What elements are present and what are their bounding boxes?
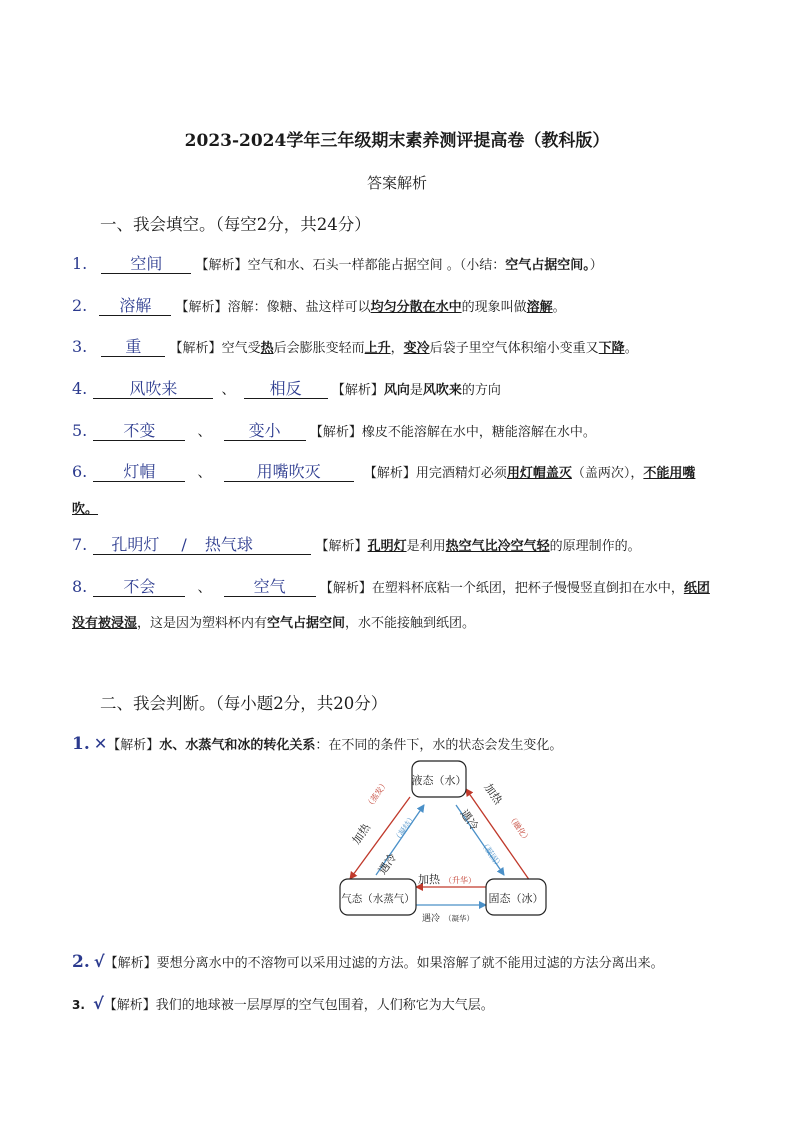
separator: 、 <box>197 424 212 440</box>
answer-blank: 孔明灯 / 热气球 <box>93 536 311 555</box>
section2-heading: 二、我会判断。（每小题2分，共20分） <box>100 694 388 713</box>
item-number: 6. <box>72 462 88 481</box>
analysis-tag: 【解析】 <box>169 341 222 356</box>
condensation-label: （凝结） <box>392 812 418 845</box>
answer-blank: 风吹来 <box>93 380 213 399</box>
answer-blank: 重 <box>101 338 165 357</box>
analysis-bold: 风吹来 <box>422 383 462 398</box>
analysis-text: 。 <box>624 341 638 356</box>
freezing-label: （凝固） <box>478 838 505 871</box>
item-number: 1. <box>72 734 90 754</box>
analysis-underline: 不能用嘴 <box>643 466 696 481</box>
section1-heading: 一、我会填空。（每空2分，共24分） <box>100 215 371 234</box>
analysis-text: 橡皮不能溶解在水中，糖能溶解在水中。 <box>361 425 596 440</box>
answer-blank: 空间 <box>101 255 191 274</box>
analysis-text: 我们的地球被一层厚厚的空气包围着，人们称它为大气层。 <box>155 998 494 1013</box>
fill-item-4 <box>72 379 501 399</box>
item-number: 3. <box>72 337 88 356</box>
deposition-label: （凝华） <box>444 914 474 923</box>
fill-item-1 <box>72 254 603 274</box>
liquid-state-label: 液态（水） <box>411 774 467 787</box>
judge-item-2 <box>72 952 664 972</box>
analysis-underline: 变冷 <box>403 341 430 356</box>
analysis-text: 后会膨胀变轻而 <box>273 341 365 356</box>
analysis-text: （盖两次）， <box>571 466 644 481</box>
analysis-tag: 【解析】 <box>331 383 384 398</box>
fill-item-5 <box>72 421 596 441</box>
analysis-bold: 风向 <box>383 383 410 398</box>
analysis-text: 的现象叫做 <box>461 300 527 315</box>
fill-item-7 <box>72 535 641 555</box>
fill-item-6-continued <box>72 498 98 517</box>
analysis-text: 在塑料杯底粘一个纸团，把杯子慢慢竖直倒扣在水中， <box>371 581 684 596</box>
cross-mark-icon: ✕ <box>93 734 108 753</box>
cool-label-bottom: 遇冷 <box>422 914 441 923</box>
analysis-text: ） <box>589 258 603 273</box>
solid-state-label: 固态（冰） <box>488 892 544 905</box>
analysis-underline: 溶解 <box>526 300 553 315</box>
analysis-text: 要想分离水中的不溶物可以采用过滤的方法。如果溶解了就不能用过滤的方法分离出来。 <box>156 956 664 971</box>
analysis-underline: 孔明灯 <box>367 539 407 554</box>
analysis-tag: 【解析】 <box>103 998 156 1013</box>
analysis-text: ，这是因为塑料杯内有 <box>137 616 268 631</box>
fill-item-3 <box>72 337 638 357</box>
answer-blank: 变小 <box>224 422 306 441</box>
analysis-text: ，水不能接触到纸团。 <box>345 616 476 631</box>
separator: 、 <box>197 580 212 596</box>
analysis-underline: 吹。 <box>72 502 99 517</box>
analysis-underline: 均匀分散在水中 <box>370 300 462 315</box>
analysis-tag: 【解析】 <box>104 956 157 971</box>
heat-label-right: 加热 <box>481 781 505 807</box>
item-number: 8. <box>72 577 88 596</box>
answer-blank: 灯帽 <box>93 463 185 482</box>
item-number: 2. <box>72 952 90 972</box>
answer-blank: 用嘴吹灭 <box>224 463 354 482</box>
analysis-bold: 水、水蒸气和冰的转化关系 <box>159 738 316 753</box>
heat-label-left: 加热 <box>349 821 374 847</box>
analysis-text: 空气和水、石头一样都能占据空间 。（小结： <box>247 258 506 273</box>
analysis-underline: 下降 <box>598 341 625 356</box>
fill-item-6 <box>72 462 695 482</box>
cool-label-left: 遇冷 <box>375 851 400 877</box>
answer-blank: 不会 <box>93 578 185 597</box>
page-subtitle: 答案解析 <box>366 174 427 192</box>
fill-item-2 <box>72 296 566 316</box>
item-number: 2. <box>72 296 88 315</box>
analysis-underline: 没有被浸湿 <box>72 616 138 631</box>
item-number: 7. <box>72 535 88 554</box>
item-number: 3. <box>72 998 85 1012</box>
analysis-underline: 纸团 <box>683 581 710 596</box>
analysis-underline: 热 <box>260 341 274 356</box>
sublimation-label: （升华） <box>444 876 476 885</box>
analysis-text: 用完酒精灯必须 <box>415 466 507 481</box>
answer-blank: 溶解 <box>99 297 171 316</box>
item-number: 4. <box>72 379 88 398</box>
judge-item-3 <box>72 994 494 1013</box>
fill-item-8 <box>72 577 710 597</box>
analysis-text: 是 <box>409 383 423 398</box>
check-mark-icon: √ <box>93 994 104 1013</box>
analysis-tag: 【解析】 <box>107 738 160 753</box>
analysis-bold: 空气占据空间 <box>267 616 346 631</box>
analysis-underline: 上升 <box>364 341 391 356</box>
analysis-text: 。 <box>552 300 566 315</box>
analysis-tag: 【解析】 <box>315 539 368 554</box>
page-title: 2023-2024学年三年级期末素养测评提高卷（教科版） <box>184 131 610 151</box>
answer-blank: 相反 <box>244 380 328 399</box>
analysis-text: 空气受 <box>221 341 261 356</box>
item-number: 1. <box>72 254 88 273</box>
analysis-tag: 【解析】 <box>363 466 416 481</box>
separator: 、 <box>221 382 236 398</box>
analysis-bold: 空气占据空间。 <box>505 258 590 273</box>
fill-item-8-continued <box>72 612 475 631</box>
water-state-diagram <box>336 757 560 923</box>
analysis-text: 的方向 <box>461 383 501 398</box>
judge-item-1 <box>72 734 562 754</box>
melting-label: （融化） <box>506 812 533 845</box>
analysis-text: ：在不同的条件下，水的状态会发生变化。 <box>315 738 563 753</box>
analysis-tag: 【解析】 <box>309 425 362 440</box>
analysis-text: 是利用 <box>406 539 446 554</box>
answer-blank: 空气 <box>224 578 316 597</box>
separator: 、 <box>197 465 212 481</box>
analysis-underline: 热空气比冷空气轻 <box>445 539 550 554</box>
analysis-text: 的原理制作的。 <box>549 539 641 554</box>
analysis-text: 后袋子里空气体积缩小变重又 <box>429 341 599 356</box>
analysis-tag: 【解析】 <box>195 258 248 273</box>
gas-state-label: 气态（水蒸气） <box>341 893 415 905</box>
analysis-tag: 【解析】 <box>175 300 228 315</box>
answer-blank: 不变 <box>93 422 185 441</box>
analysis-text: ， <box>390 341 404 356</box>
heat-label-bottom: 加热 <box>418 873 440 886</box>
item-number: 5. <box>72 421 88 440</box>
analysis-text: 溶解：像糖、盐这样可以 <box>227 300 371 315</box>
cool-label-right: 遇冷 <box>457 807 481 833</box>
analysis-underline: 用灯帽盖灭 <box>506 466 572 481</box>
analysis-tag: 【解析】 <box>319 581 372 596</box>
evaporation-label: （蒸发） <box>364 778 390 811</box>
check-mark-icon: √ <box>93 952 105 971</box>
